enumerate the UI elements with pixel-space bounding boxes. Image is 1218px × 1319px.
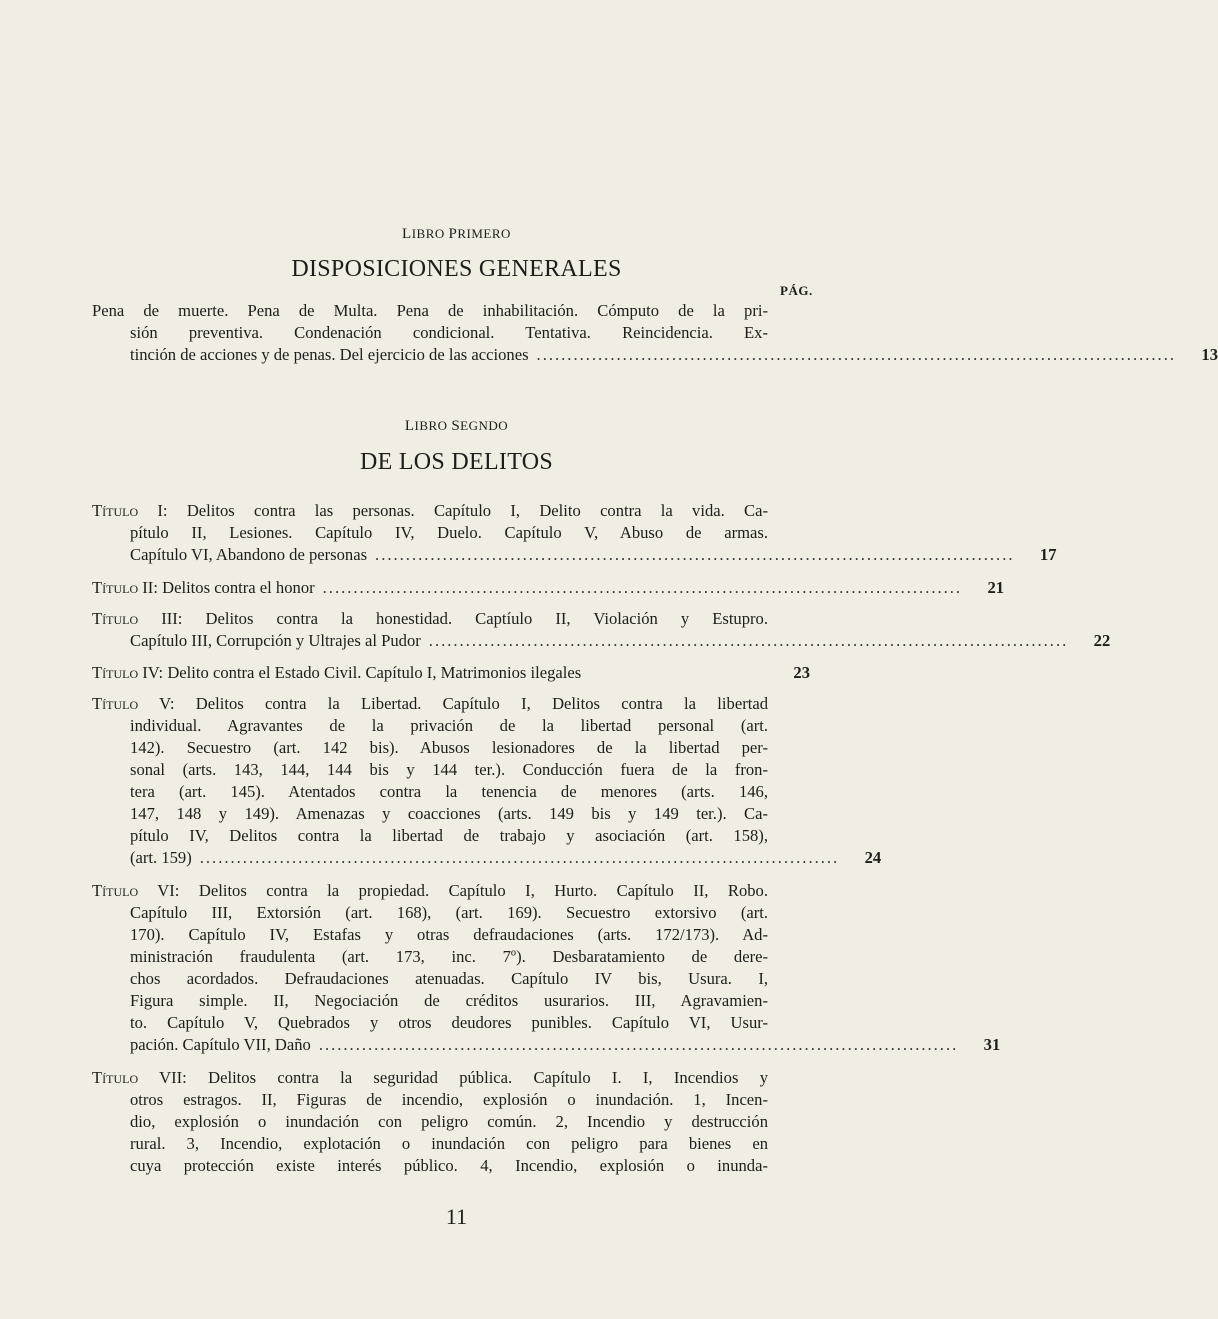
entry-line: (art. 159): [130, 848, 192, 867]
page-ref: 22: [1093, 631, 1111, 650]
label-initial: L: [402, 226, 412, 242]
titulo-word: Título: [92, 609, 139, 628]
label-text: RIMERO: [457, 226, 511, 241]
entry-line: pación. Capítulo VII, Daño: [130, 1035, 311, 1054]
titulo-number: IV:: [142, 663, 164, 682]
titulo-number: I:: [157, 501, 168, 520]
leader-dots: ........................................................................................................: [199, 848, 840, 867]
book-two-label: [0, 418, 913, 435]
entry-line: cuya protección existe interés público. 4, Incendio, explosión o inunda-: [130, 1156, 768, 1175]
entry-line: [92, 662, 581, 684]
titulo-entry: [92, 1067, 810, 1177]
titulo-word: Título: [92, 663, 139, 682]
titulo-word: Título: [92, 1068, 139, 1087]
entry-line: individual. Agravantes de la privación de la libertad personal (art.: [130, 716, 768, 735]
leader-dots: ........................................................................................................: [428, 631, 1069, 650]
entry-text: Delitos contra la propiedad. Capítulo I, Hurto. Capítulo II, Robo.: [198, 881, 768, 900]
book-one-entry: [92, 300, 1218, 366]
entry-text: Delitos contra la seguridad pública. Capítulo I. I, Incendios y: [208, 1068, 768, 1087]
entry-line: pítulo IV, Delitos contra la libertad de trabajo y asociación (art. 158),: [130, 826, 768, 845]
entry-line: dio, explosión o inundación con peligro común. 2, Incendio y destrucción: [130, 1112, 768, 1131]
entry-line: to. Capítulo V, Quebrados y otros deudores punibles. Capítulo VI, Usur-: [130, 1013, 768, 1032]
label-text: IBRO: [411, 226, 445, 241]
titulo-word: Título: [92, 578, 139, 597]
entry-text: Delitos contra la honestidad. Captíulo II, Violación y Estupro.: [205, 609, 768, 628]
entry-line: Figura simple. II, Negociación de créditos usurarios. III, Agravamien-: [130, 991, 768, 1010]
titulo-word: Título: [92, 501, 139, 520]
page-column-label: PÁG.: [780, 283, 813, 298]
entry-line: ministración fraudulenta (art. 173, inc. 7º). Desbaratamiento de dere-: [130, 947, 768, 966]
leader-dots: ........................................................................................................: [322, 578, 963, 597]
titulo-entry: [92, 693, 882, 869]
entry-line: [92, 880, 768, 902]
titulo-number: II:: [142, 578, 158, 597]
titulo-word: Título: [92, 881, 139, 900]
entry-line: chos acordados. Defraudaciones atenuadas. Capítulo IV bis, Usura. I,: [130, 969, 768, 988]
entry-line: 170). Capítulo IV, Estafas y otras defraudaciones (arts. 172/173). Ad-: [130, 925, 768, 944]
entry-line: rural. 3, Incendio, explotación o inundación con peligro para bienes en: [130, 1134, 768, 1153]
entry-text: Delitos contra la Libertad. Capítulo I, Delitos contra la libertad: [195, 694, 768, 713]
entry-line: pítulo II, Lesiones. Capítulo IV, Duelo. Capítulo V, Abuso de armas.: [130, 523, 768, 542]
entry-line: [92, 1067, 768, 1089]
entry-line: Capítulo III, Extorsión (art. 168), (art. 169). Secuestro extorsivo (art.: [130, 903, 768, 922]
page-ref: 31: [983, 1035, 1001, 1054]
entry-line: Pena de muerte. Pena de Multa. Pena de inhabilitación. Cómputo de la pri-: [92, 301, 768, 320]
entry-line: [92, 577, 315, 599]
entry-text: Delitos contra las personas. Capítulo I, Delito contra la vida. Ca-: [186, 501, 768, 520]
page-ref: 21: [987, 578, 1005, 597]
entry-line: Capítulo VI, Abandono de personas: [130, 545, 368, 564]
entry-line: 147, 148 y 149). Amenazas y coacciones (arts. 149 bis y 149 ter.). Ca-: [130, 804, 768, 823]
titulo-number: V:: [159, 694, 175, 713]
entry-line: sión preventiva. Condenación condicional. Tentativa. Reincidencia. Ex-: [130, 323, 768, 342]
titulo-entry: [92, 880, 1001, 1056]
page-number: 11: [445, 1204, 468, 1229]
entry-line: tera (art. 145). Atentados contra la tenencia de menores (arts. 146,: [130, 782, 768, 801]
page-ref: 17: [1039, 545, 1057, 564]
entry-line: [92, 500, 768, 522]
book-two-title: DE LOS DELITOS: [359, 449, 554, 475]
label-initial: P: [448, 226, 458, 242]
leader-dots: ........................................................................................................: [375, 545, 1015, 564]
titulo-word: Título: [92, 694, 139, 713]
page-ref: 24: [864, 848, 882, 867]
page-ref: 13: [1201, 345, 1218, 364]
entry-text: Delito contra el Estado Civil. Capítulo I, Matrimonios ilegales: [167, 663, 582, 682]
entry-line: 142). Secuestro (art. 142 bis). Abusos lesionadores de la libertad per-: [130, 738, 768, 757]
entry-line: otros estragos. II, Figuras de incendio, explosión o inundación. 1, Incen-: [130, 1090, 768, 1109]
titulo-entry: [92, 500, 1057, 566]
leader-dots: ........................................................................................................: [318, 1035, 959, 1054]
leader-dots: ........................................................................................................: [536, 345, 1176, 364]
titulo-number: VI:: [157, 881, 180, 900]
label-initial: L: [404, 418, 415, 434]
entry-line: tinción de acciones y de penas. Del ejercicio de las acciones: [130, 345, 529, 364]
label-initial: S: [451, 418, 461, 434]
entry-line: [92, 608, 768, 630]
entry-text: Delitos contra el honor: [162, 578, 315, 597]
titulo-entry: [92, 662, 810, 684]
label-text: IBRO: [414, 418, 448, 433]
page-ref: 23: [793, 663, 810, 682]
book-one-title: DISPOSICIONES GENERALES: [291, 256, 622, 282]
titulo-entry: [92, 577, 1005, 599]
entry-line: sonal (arts. 143, 144, 144 bis y 144 ter.). Conducción fuera de la fron-: [130, 760, 768, 779]
label-text: EGNDO: [460, 418, 509, 433]
titulo-entry: [92, 608, 1111, 652]
titulo-number: VII:: [159, 1068, 187, 1087]
titulo-number: III:: [161, 609, 183, 628]
book-one-label: [0, 226, 913, 243]
entry-line: Capítulo III, Corrupción y Ultrajes al Pudor: [130, 631, 421, 650]
entry-line: [92, 693, 768, 715]
